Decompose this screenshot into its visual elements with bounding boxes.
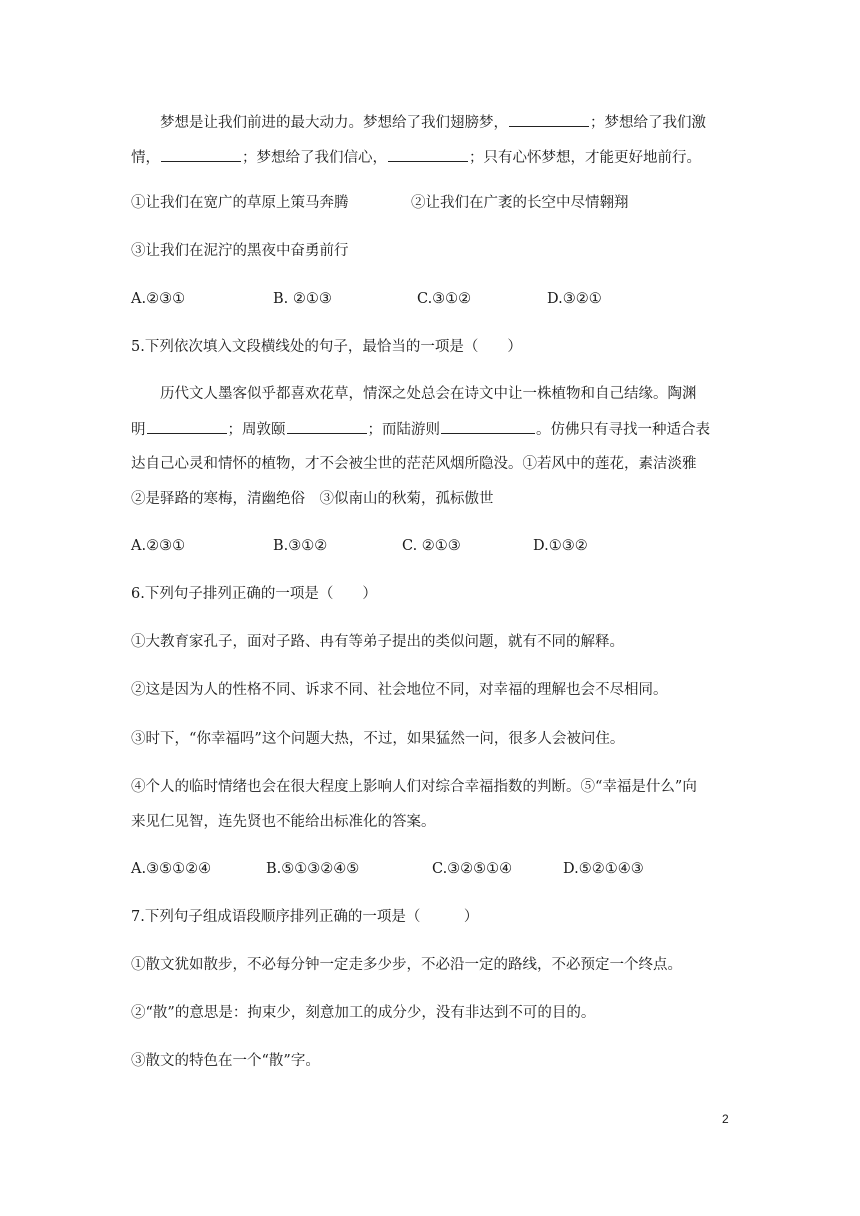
q5-option-d: D.①③② (533, 538, 588, 554)
answer-blank (147, 419, 227, 434)
q5-option-b: B.③①② (273, 538, 328, 554)
q6-sentence-1: ①大教育家孔子，面对子路、冉有等弟子提出的类似问题，就有不同的解释。 (131, 634, 624, 650)
q5-option-a: A.②③① (131, 538, 186, 554)
q4-option-c: C.③①② (417, 291, 472, 307)
answer-blank (509, 112, 589, 127)
q4-text: 梦想是让我们前进的最大动力。梦想给了我们翅膀梦， (160, 115, 508, 131)
q4-text: ；梦想给了我们信心， (242, 150, 387, 166)
q6-option-c: C.③②⑤①④ (432, 861, 513, 877)
q5-paragraph-line-3: 达自己心灵和情怀的植物，才不会被尘世的茫茫风烟所隐没。①若风中的莲花，素洁淡雅 (131, 456, 697, 472)
answer-blank (161, 147, 241, 162)
q6-stem: 6.下列句子排列正确的一项是（ ） (131, 586, 377, 602)
q7-sentence-2: ②“散”的意思是：拘束少，刻意加工的成分少，没有非达到不可的目的。 (131, 1005, 596, 1021)
q5-text: 明 (131, 422, 146, 438)
q5-text: 。仿佛只有寻找一种适合表 (536, 422, 710, 438)
q5-text: ；周敦颐 (227, 422, 286, 438)
q6-sentence-2: ②这是因为人的性格不同、诉求不同、社会地位不同，对幸福的理解也会不尽相同。 (131, 682, 668, 698)
q5-text: ；而陆游则 (367, 422, 440, 438)
q4-item-1: ①让我们在宽广的草原上策马奔腾 (131, 195, 349, 211)
q5-paragraph-line-4: ②是驿路的寒梅，清幽绝俗 ③似南山的秋菊，孤标傲世 (131, 491, 494, 507)
q7-stem: 7.下列句子组成语段顺序排列正确的一项是（ ） (131, 909, 479, 925)
q5-option-c: C. ②①③ (402, 538, 461, 554)
q4-paragraph-line-2 (131, 147, 701, 167)
q4-option-b: B. ②①③ (273, 291, 332, 307)
q6-option-a: A.③⑤①②④ (131, 861, 212, 877)
q4-item-3: ③让我们在泥泞的黑夜中奋勇前行 (131, 243, 349, 259)
q5-stem: 5.下列依次填入文段横线处的句子，最恰当的一项是（ ） (131, 339, 522, 355)
q7-sentence-3: ③散文的特色在一个“散”字。 (131, 1053, 320, 1069)
page-number: 2 (722, 1112, 729, 1126)
q4-text: ；梦想给了我们激 (590, 115, 706, 131)
answer-blank (441, 419, 535, 434)
q4-paragraph-line-1 (160, 112, 706, 132)
q6-option-b: B.⑤①③②④⑤ (266, 861, 360, 877)
answer-blank (388, 147, 468, 162)
q6-sentence-3: ③时下，“你幸福吗”这个问题大热，不过，如果猛然一问，很多人会被问住。 (131, 731, 625, 747)
answer-blank (287, 419, 367, 434)
q4-option-a: A.②③① (131, 291, 186, 307)
q6-sentence-4: ④个人的临时情绪也会在很大程度上影响人们对综合幸福指数的判断。⑤“幸福是什么”向 (131, 779, 697, 795)
q7-sentence-1: ①散文犹如散步，不必每分钟一定走多少步，不必沿一定的路线，不必预定一个终点。 (131, 957, 682, 973)
q5-paragraph-line-2 (131, 419, 710, 439)
q4-item-2: ②让我们在广袤的长空中尽情翱翔 (411, 195, 629, 211)
q6-sentence-4-cont: 来见仁见智，连先贤也不能给出标准化的答案。 (131, 814, 436, 830)
q5-paragraph-line-1: 历代文人墨客似乎都喜欢花草，情深之处总会在诗文中让一株植物和自己结缘。陶渊 (160, 386, 697, 402)
q4-text: ；只有心怀梦想，才能更好地前行。 (469, 150, 701, 166)
q4-option-d: D.③②① (547, 291, 602, 307)
q6-option-d: D.⑤②①④③ (563, 861, 644, 877)
q4-text: 情， (131, 150, 160, 166)
